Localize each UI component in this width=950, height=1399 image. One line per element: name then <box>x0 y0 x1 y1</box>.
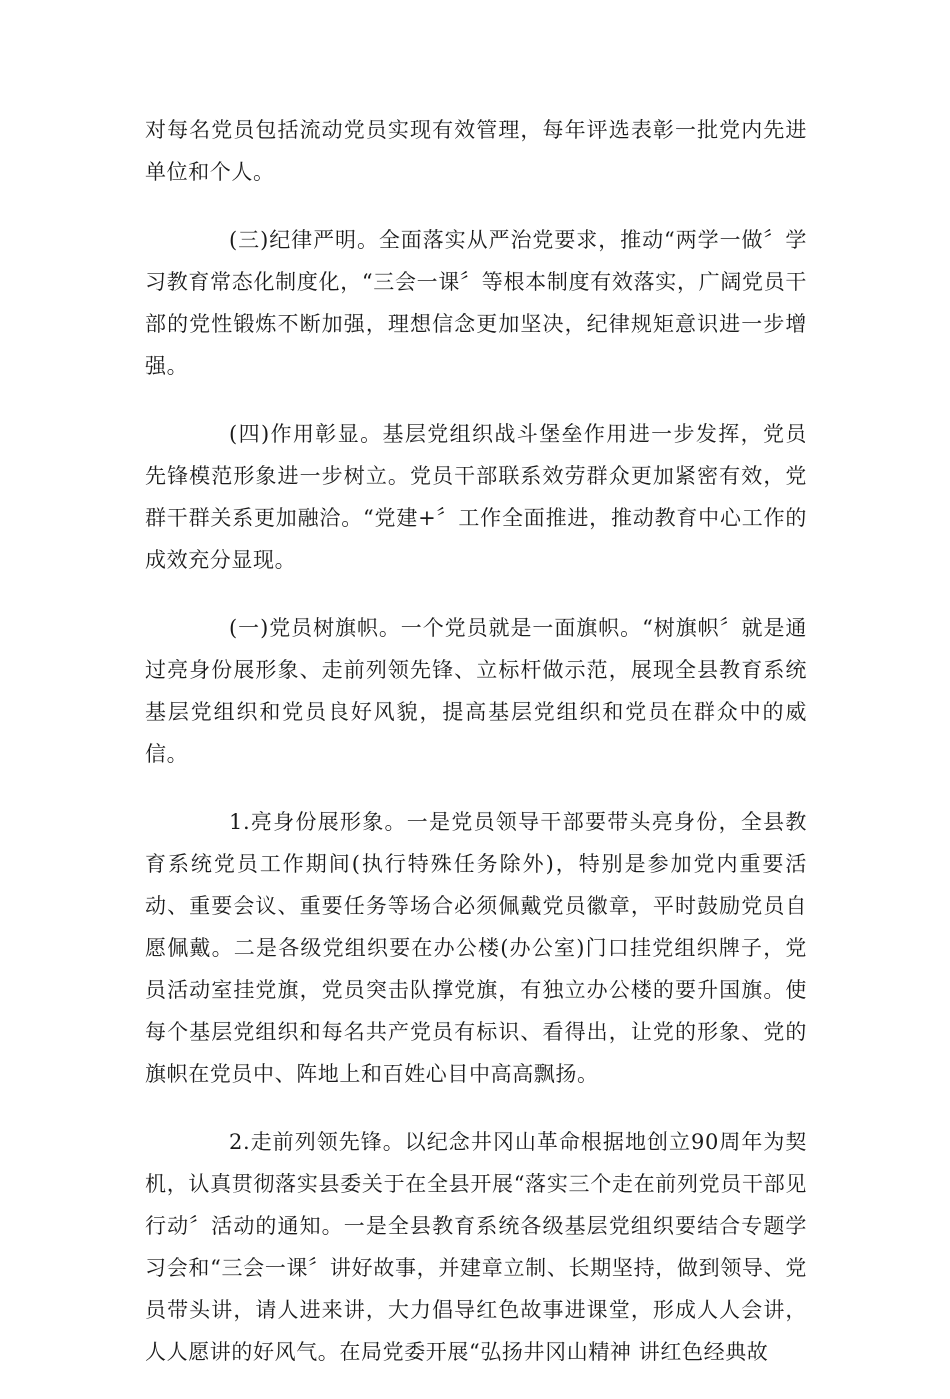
paragraph-discipline: (三)纪律严明。全面落实从严治党要求，推动“两学一做〞学习教育常态化制度化，“三会一课〞等根本制度有效落实，广阔党员干部的党性锻炼不断加强，理想信念更加坚决，纪律规矩意识进一步增强。 <box>145 228 807 378</box>
paragraph-flag: (一)党员树旗帜。一个党员就是一面旗帜。“树旗帜〞就是通过亮身份展形象、走前列领先锋、立标杆做示范，展现全县教育系统基层党组织和党员良好风貌，提高基层党组织和党员在群众中的威信。 <box>145 616 807 766</box>
paragraph-identity: 1.亮身份展形象。一是党员领导干部要带头亮身份，全县教育系统党员工作期间(执行特殊任务除外)，特别是参加党内重要活动、重要会议、重要任务等场合必须佩戴党员徽章，平时鼓励党员自愿佩戴。二是各级党组织要在办公楼(办公室)门口挂党组织牌子，党员活动室挂党旗，党员突击队撑党旗，有独立办公楼的要升国旗。使每个基层党组织和每名共产党员有标识、看得出，让党的形象、党的旗帜在党员中、阵地上和百姓心目中高高飘扬。 <box>145 810 807 1086</box>
paragraph-role: (四)作用彰显。基层党组织战斗堡垒作用进一步发挥，党员先锋模范形象进一步树立。党员干部联系效劳群众更加紧密有效，党群干群关系更加融洽。“党建+〞工作全面推进，推动教育中心工作的成效充分显现。 <box>145 422 807 572</box>
paragraph-vanguard: 2.走前列领先锋。以纪念井冈山革命根据地创立90周年为契机，认真贯彻落实县委关于在全县开展“落实三个走在前列党员干部见行动〞活动的通知。一是全县教育系统各级基层党组织要结合专题学习会和“三会一课〞讲好故事，并建章立制、长期坚持，做到领导、党员带头讲，请人进来讲，大力倡导红色故事进课堂，形成人人会讲，人人愿讲的好风气。在局党委开展“弘扬井冈山精神 讲红色经典故 <box>145 1130 807 1364</box>
paragraph-continuation: 对每名党员包括流动党员实现有效管理，每年评选表彰一批党内先进单位和个人。 <box>145 118 807 184</box>
document-body <box>145 109 807 1399</box>
